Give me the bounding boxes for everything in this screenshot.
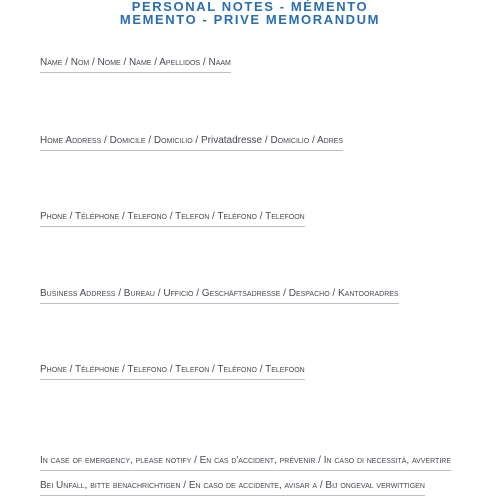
emergency-contact-label-1: In case of emergency, please notify / En cas d'accident, prévenir / In caso di necessità, avvertire bbox=[40, 455, 451, 471]
home-address-label-part-3: / Domicilio / Adres bbox=[262, 135, 344, 146]
home-address-field-label bbox=[40, 135, 343, 151]
name-field-label: Name / Nom / Nome / Name / Apellidos / Naam bbox=[40, 57, 231, 73]
business-phone-field-label: Phone / Téléphone / Telefono / Telefon / Teléfono / Telefoon bbox=[40, 364, 305, 380]
header-title-line-2: MEMENTO - PRIVE MEMORANDUM bbox=[119, 12, 381, 27]
phone-field-label: Phone / Téléphone / Telefono / Telefon / Teléfono / Telefoon bbox=[40, 211, 305, 227]
home-address-label-part-1: Home Address / Domicile / Domicilio / bbox=[40, 135, 201, 146]
business-address-field-label: Business Address / Bureau / Ufficio / Geschäftsadresse / Despacho / Kantooradres bbox=[40, 288, 399, 304]
home-address-label-part-2: Privatadresse bbox=[200, 135, 263, 146]
emergency-contact-label-2: Bei Unfall, bitte benachrichtigen / En caso de accidente, avisar a / Bij ongeval verwittigen bbox=[40, 480, 425, 496]
header-title-line-1: PERSONAL NOTES - MÉMENTO bbox=[131, 0, 369, 14]
